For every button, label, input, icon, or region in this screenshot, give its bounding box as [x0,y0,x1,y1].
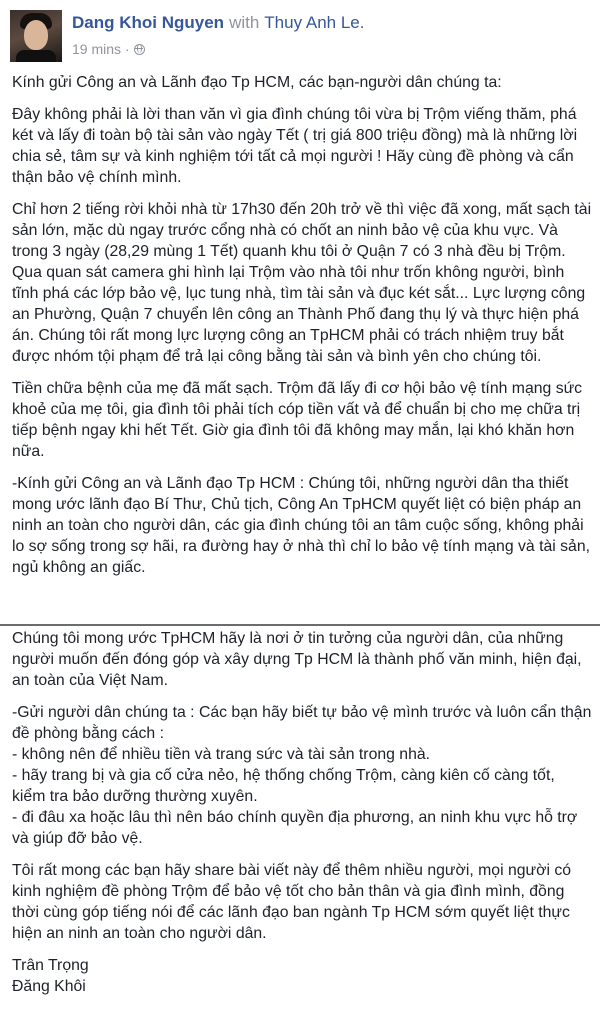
advice-item: - đi đâu xa hoặc lâu thì nên báo chính quyền địa phương, an ninh khu vực hỗ trợ và giúp đỡ bảo vệ. [12,809,578,847]
with-label: with [229,13,260,32]
post-paragraph-mother: Tiền chữa bệnh của mẹ đã mất sạch. Trộm đã lấy đi cơ hội bảo vệ tính mạng sức khoẻ của mẹ tôi, gia đình tôi phải tích cóp tiền vất vả để chuẩn bị cho mẹ chữa trị tiếp bệnh ngay khi hết Tết. Giờ gia đình tôi đã không may mắn, lại khó khăn hơn nữa. [12,380,583,460]
advice-item: - không nên để nhiều tiền và trang sức và tài sản trong nhà. [12,746,431,763]
tagged-person-link[interactable]: Thuy Anh Le. [264,13,365,32]
post-paragraph-intro: Đây không phải là lời than văn vì gia đình chúng tôi vừa bị Trộm viếng thăm, phá két và lấy đi toàn bộ tài sản vào ngày Tết ( trị giá 800 triệu đồng) mà là những lời chia sẻ, tâm sự và kinh nghiệm tới tất cả mọi người ! Hãy cùng đề phòng và cẩn thận bảo vệ chính mình. [12,106,578,186]
post-paragraph-wish: Chúng tôi mong ước TpHCM hãy là nơi ở tin tưởng của người dân, của những người muốn đến đóng góp và xây dựng Tp HCM là thành phố văn minh, hiện đại, an toàn của Việt Nam. [12,630,582,689]
post-title-line [72,12,364,34]
advice-item: - hãy trang bị và gia cố cửa nẻo, hệ thống chống Trộm, càng kiên cố càng tốt, kiểm tra bảo dưỡng thường xuyên. [12,767,555,805]
meta-separator: · [125,41,130,57]
post-paragraph-incident: Chỉ hơn 2 tiếng rời khỏi nhà từ 17h30 đến 20h trở về thì việc đã xong, mất sạch tài sản lớn, mặc dù ngay trước cổng nhà có chốt an ninh bảo vệ của khu vực. Và trong 3 ngày (28,29 mùng 1 Tết) quanh khu tôi ở Quận 7 có 3 nhà đều bị Trộm. Qua quan sát camera ghi hình lại Trộm vào nhà tôi như trốn không người, bình tĩnh phá các lớp bảo vệ, lục tung nhà, tìm tài sản và đục két sắt... Lực lượng công an Phường, Quận 7 chuyển lên công an Thành Phố đang thụ lý và thực hiện phá án. Chúng tôi rất mong lực lượng công an TpHCM phải có trách nhiệm truy bắt được nhóm tội phạm để trả lại công bằng tài sản và bình yên cho chúng tôi. [12,201,592,365]
post-header [10,10,590,62]
advice-intro: -Gửi người dân chúng ta : Các bạn hãy biết tự bảo vệ mình trước và luôn cẩn thận đề phòng bằng cách : [12,704,592,742]
post-timestamp[interactable]: 19 mins [72,41,122,57]
author-name-link[interactable]: Dang Khoi Nguyen [72,13,225,32]
post-paragraph-share-request: Tôi rất mong các bạn hãy share bài viết này để thêm nhiều người, mọi người có kinh nghiệm đề phòng Trộm để bảo vệ tốt cho bản thân và gia đình mình, đồng thời cùng góp tiếng nói để các lãnh đạo ban ngành Tp HCM sớm quyết liệt thực hiện an ninh an toàn cho người dân. [12,862,572,942]
post-paragraph-appeal: -Kính gửi Công an và Lãnh đạo Tp HCM : Chúng tôi, những người dân tha thiết mong ước lãnh đạo Bí Thư, Chủ tịch, Công An TpHCM quyết liệt có biện pháp an ninh an toàn cho người dân, các gia đình chúng tôi an tâm cuộc sống, không phải lo sợ sống trong sợ hãi, ra đường hay ở nhà thì chỉ lo bảo vệ tính mạng và tài sản, ngủ không an giấc. [12,475,591,576]
globe-icon[interactable] [134,44,145,55]
post-body-upper [12,72,592,589]
post-signoff [12,955,592,997]
screenshot-seam-divider [0,624,600,626]
signature-text: Đăng Khôi [12,978,86,995]
post-meta [72,39,145,59]
post-paragraph-advice [12,702,592,849]
closing-text: Trân Trọng [12,957,89,974]
post-paragraph-greeting: Kính gửi Công an và Lãnh đạo Tp HCM, các bạn-người dân chúng ta: [12,74,502,91]
author-avatar[interactable] [10,10,62,62]
post-body-lower [12,628,592,1008]
